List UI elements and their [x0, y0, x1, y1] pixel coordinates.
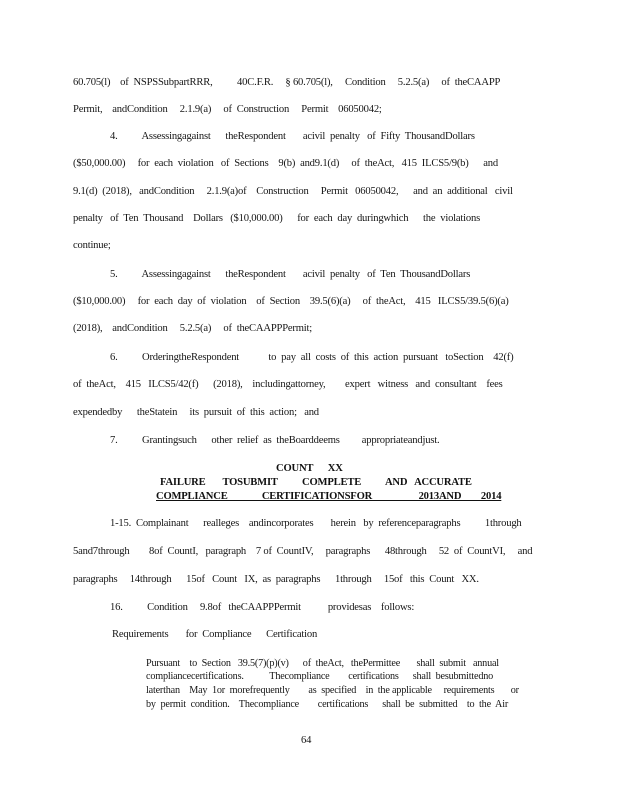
item-5-line-2: ($10,000.00) for each day of violation of Section 39.5(6)(a) of theAct, 415 ILCS5/39.5(6)(a) — [73, 296, 509, 307]
para-16-line-1: 16. Condition 9.8of theCAAPPPermit providesas follows: — [110, 602, 415, 613]
quote-line-1: Pursuant to Section 39.5(7)(p)(v) of theAct, thePermittee shall submit annual — [146, 658, 499, 669]
item-6-line-1: 6. OrderingtheRespondent to pay all costs of this action pursuant toSection 42(f) — [110, 352, 514, 363]
count-heading: COUNT XX — [276, 463, 343, 474]
item-4-line-1: 4. Assessingagainst theRespondent acivil penalty of Fifty ThousandDollars — [110, 131, 475, 142]
quote-line-2: compliancecertifications. Thecompliance certifications shall besubmittedno — [146, 671, 494, 682]
count-subheading-line-1: FAILURE TOSUBMIT COMPLETE AND ACCURATE — [160, 477, 472, 488]
quote-line-4: by permit condition. Thecompliance certifications shall be submitted to the Air — [146, 699, 509, 710]
item-4-line-4: penalty of Ten Thousand Dollars ($10,000.00) for each day duringwhich the violations — [73, 213, 481, 224]
requirements-heading: Requirements for Compliance Certification — [112, 629, 318, 640]
item-4-line-2: ($50,000.00) for each violation of Sections 9(b) and9.1(d) of theAct, 415 ILCS5/9(b) and — [73, 158, 498, 169]
count-subheading-line-2: COMPLIANCE CERTIFICATIONSFOR 2013AND 2014 — [156, 491, 502, 502]
item-5-line-1: 5. Assessingagainst theRespondent acivil penalty of Ten ThousandDollars — [110, 269, 471, 280]
intro-line-2: Permit, andCondition 2.1.9(a) of Construction Permit 06050042; — [73, 104, 382, 115]
quote-line-3: laterthan May 1or morefrequently as specified in the applicable requirements or — [146, 685, 519, 696]
item-6-line-2: of theAct, 415 ILCS5/42(f) (2018), includingattorney, expert witness and consultant fees — [73, 379, 503, 390]
para-1-15-line-2: 5and7through 8of CountI, paragraph 7 of CountIV, paragraphs 48through 52 of CountVI, and — [73, 546, 533, 557]
para-1-15-line-3: paragraphs 14through 15of Count IX, as paragraphs 1through 15of this Count XX. — [73, 574, 479, 585]
page-number: 64 — [301, 735, 312, 746]
item-7-line-1: 7. Grantingsuch other relief as theBoarddeems appropriateandjust. — [110, 435, 440, 446]
para-1-15-line-1: 1-15. Complainant realleges andincorporates herein by referenceparagraphs 1through — [110, 518, 522, 529]
item-5-line-3: (2018), andCondition 5.2.5(a) of theCAAPPPermit; — [73, 323, 312, 334]
intro-line-1: 60.705(l) of NSPSSubpartRRR, 40C.F.R. § 60.705(l), Condition 5.2.5(a) of theCAAPP — [73, 77, 501, 88]
item-6-line-3: expendedby theStatein its pursuit of this action; and — [73, 407, 319, 418]
item-4-line-3: 9.1(d) (2018), andCondition 2.1.9(a)of Construction Permit 06050042, and an additional civil — [73, 186, 513, 197]
item-4-line-5: continue; — [73, 240, 111, 251]
